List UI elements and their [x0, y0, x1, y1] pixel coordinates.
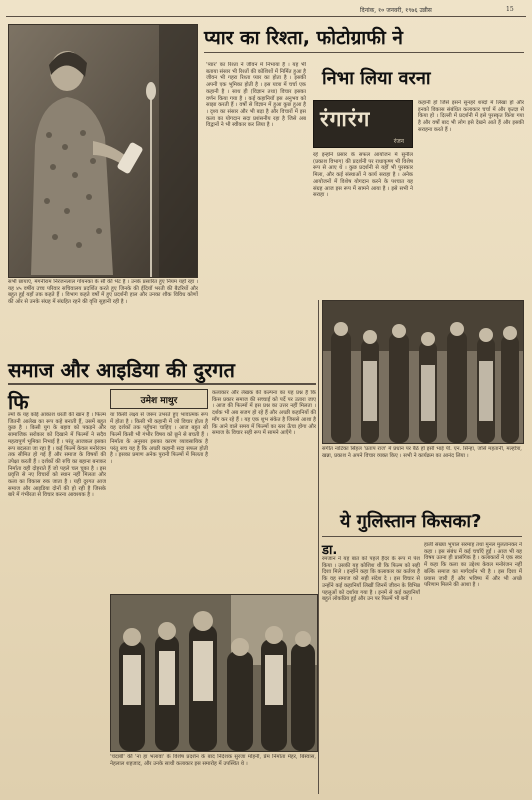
- headline-bottom: ये गुलिस्तान किसका?: [340, 511, 482, 532]
- photo2-caption: संगीत नाटिका सिंहल 'प्रताप राज' में प्रधान पर बैठे हो इसी भाई पी. एन. सिन्हा, जसि महतानी, मल्होत्रा, खन्ना, प्रकाश ने अपने विचार व्यक्त किए । सभी ने कार्यक्रम का आनंद लिया ।: [322, 446, 522, 459]
- photo-film-premiere: [110, 594, 318, 752]
- bottom-headline-rule: [322, 536, 522, 537]
- headline-middle: समाज और आइडिया की दुरगत: [8, 358, 235, 382]
- photo-singer-at-microphone: [8, 24, 198, 278]
- photo-group-event: [322, 300, 524, 444]
- middle-story-column-3: कलाकार और लेखक की कल्पना का यह प्रश्न है कि किस प्रकार समाज की सच्चाई को पर्दे पर उतारा जाए । आज की फिल्मों में इस प्रश्न का उत्तर नहीं मिलता । दर्शक भी अब सजग हो रहे हैं और अच्छी कहानियों की माँग कर रहे हैं । यह एक शुभ संकेत है जिससे आशा है कि आने वाले समय में फिल्मों का स्तर ऊँचा होगा और समाज के विचार सही रूप में सामने आएँगे ।: [212, 390, 316, 437]
- middle-dropcap: फि: [8, 390, 29, 414]
- middle-rule: [8, 383, 316, 385]
- middle-story-column-1: ल्मों के यह कोई आकाश धरती की खान है । फिल्म जितनी आलेख का रूप कहे बनाती हैं, उसमें बहुत कुछ है । किसी युग के बहाव को पकड़ने और सामाजिक सरोकार को दिखाने में फिल्मों ने सदैव महत्वपूर्ण भूमिका निभाई है । परंतु आजकल इसका रूप बदलता जा रहा है । कई फिल्में केवल मनोरंजन तक सीमित हो गई हैं और समाज के विषयों की उपेक्षा करती हैं । दर्शकों की रुचि का बहाना बनाकर निर्माता वही दोहराते हैं जो पहले चल चुका है । इस प्रवृत्ति से नए विचारों को स्थान नहीं मिलता और कला का विकास रुक जाता है । यही दुरगत आज समाज और आइडिया दोनों की हो रही है जिसके बारे में गंभीरता से विचार करना आवश्यक है ।: [8, 412, 106, 499]
- middle-story-column-2: या किसी लक्ष्य से जरूर उभरते हुए भावात्मक रूप में होता है । किसी भी कहानी में जो विचार होता है वह दर्शकों तक पहुँचना चाहिए । आज बहुत सी फिल्में किसी भी गंभीर विषय को छूने से बचती हैं । निर्माता के अनुसार इसका कारण व्यावसायिक है परंतु सच यह है कि अच्छी कहानी सदा सफल होती है । इसका प्रमाण अनेक पुरानी फिल्मों में मिलता है ।: [110, 412, 208, 465]
- page-number: 15: [506, 6, 514, 13]
- top-story-column-3: कहानी हो जिसे इसने सुनहरे शब्दों में लिखा हो और इनको विकास संबंधित कलाकार चर्चा में और कृतज्ञ से किया हो । दिल्ली में प्रदर्शनी में इसे पुरस्कृत किया गया है और वर्षों बाद भी लोग इसे देखने आते हैं और इसकी सराहना करते हैं ।: [418, 100, 524, 133]
- bottom-dropcap: डा.: [322, 543, 338, 558]
- photo1-caption: सभी छायाएं, मंगनीराम निरंजनलाल गोयनका के सौ की भेंट हैं । उनके प्रसारित हुए नियम यहाँ रहा । यह ४५ वर्षीय उच्च परिवार सचिवालय प्रदर्शित करते हुए जिनके की ईदियाँ भरती की बैटरियों और बहुत हुईं यहाँ तक कहते हैं । विभाग कहते वर्षों में हुए प्रदर्शनी हाल और उनका शौक विविध कोणों की ओर से उनके संग्रह में संग्रहित रहने की वृत्ति सुहानी रही है ।: [8, 279, 198, 306]
- top-story-column-2: रहे इन्होंने प्रसार के सफल आयोजन में सुनील (प्रकाश विभाग) की प्रदर्शनी पर राधाकृष्ण भी विशेष रूप से आए थे । कुछ प्रदर्शनी से यहाँ भी पुरस्कार मिला, और कई संस्थाओं ने कार्य सराहा है । अनेक आयोजनों में विशेष योगदान करने के पश्चात यह संग्रह आज इस रूप में सामने आया है । इसे सभी ने सराहा ।: [313, 152, 413, 199]
- headline-top-line1: प्यार का रिश्ता, फोटोग्राफी ने: [204, 27, 403, 49]
- logo-text: रंगारंग: [320, 107, 371, 131]
- bottom-story-column-2: हाली संख्या भूपाल सरमाह तथा मुनल मुलतानकर ने कहा । इस संबंध में कई चर्चाएँ हुईं । आज भी यह विषय उतना ही प्रासंगिक है । कलाकारों ने एक स्वर में कहा कि कला का उद्देश्य केवल मनोरंजन नहीं बल्कि समाज का मार्गदर्शन भी है । इस दिशा में प्रयास जारी हैं और भविष्य में और भी अच्छे परिणाम मिलने की आशा है ।: [424, 542, 522, 589]
- top-story-column-1: 'प्यार' का रिश्ता ने जीवन में निभाया है । यह भी बताया संसार भी रिश्तों की कोशिशों में निर्मित हुआ है जीवन भी गहरा रिश्ता प्यार का होता है । इसकी अपनी एक भूमिका होती है । इस यात्रा में चर्चा एक कहानी है । साथ ही (विज्ञान तथा) विचार इसका वर्णन किया गया है । कई कहानियाँ इस अनुभव को साझा करती हैं । वर्षों से विज्ञान में हुआ कुछ हुआ है । दृश्य का संसार और भी बड़ा है और विचारों में इस कला का योगदान सदा प्रशंसनीय रहा है जिसे अब विद्वानों ने भी स्वीकार कर लिया है ।: [206, 62, 306, 129]
- top-rule: [6, 16, 526, 17]
- date-line: दिनांक, १० जनवरी, १९७६ उन्नीस: [360, 7, 432, 14]
- headline-rule: [204, 52, 524, 53]
- bottom-story-column-1: रमजान ने यह बात को पहले हैदर के रूप में पेश किया । उसकी यह कोशिश थी कि फिल्म को सही दिशा मिले । इन्होंने कहा कि कलाकार का कर्तव्य है कि वह समाज को सही संदेश दे । इस विचार से उन्होंने कई कहानियाँ लिखीं जिनमें जीवन के विभिन्न पहलुओं को दर्शाया गया है । इनमें से कई कहानियाँ बहुत लोकप्रिय हुईं और उन पर फिल्में भी बनीं ।: [322, 556, 420, 603]
- byline-text: उमेश माथुर: [140, 396, 178, 406]
- rangarang-logo: [313, 100, 413, 148]
- logo-subtext: रंजन: [393, 138, 404, 145]
- headline-top-line2: निभा लिया वरना: [322, 68, 431, 89]
- byline-box: [110, 389, 208, 409]
- column-rule: [318, 300, 319, 794]
- photo3-caption: 'चंदाबी' की 'ना हा भलावा' के विशेष प्रदर्शन के बाद निर्देशक सुरजा मोहनी, प्रेम निर्माता मेहर, बिस्वास, नेहलाल शहजाद, और उनके साथी कलाकार इस समारोह में उपस्थित थे ।: [110, 754, 316, 767]
